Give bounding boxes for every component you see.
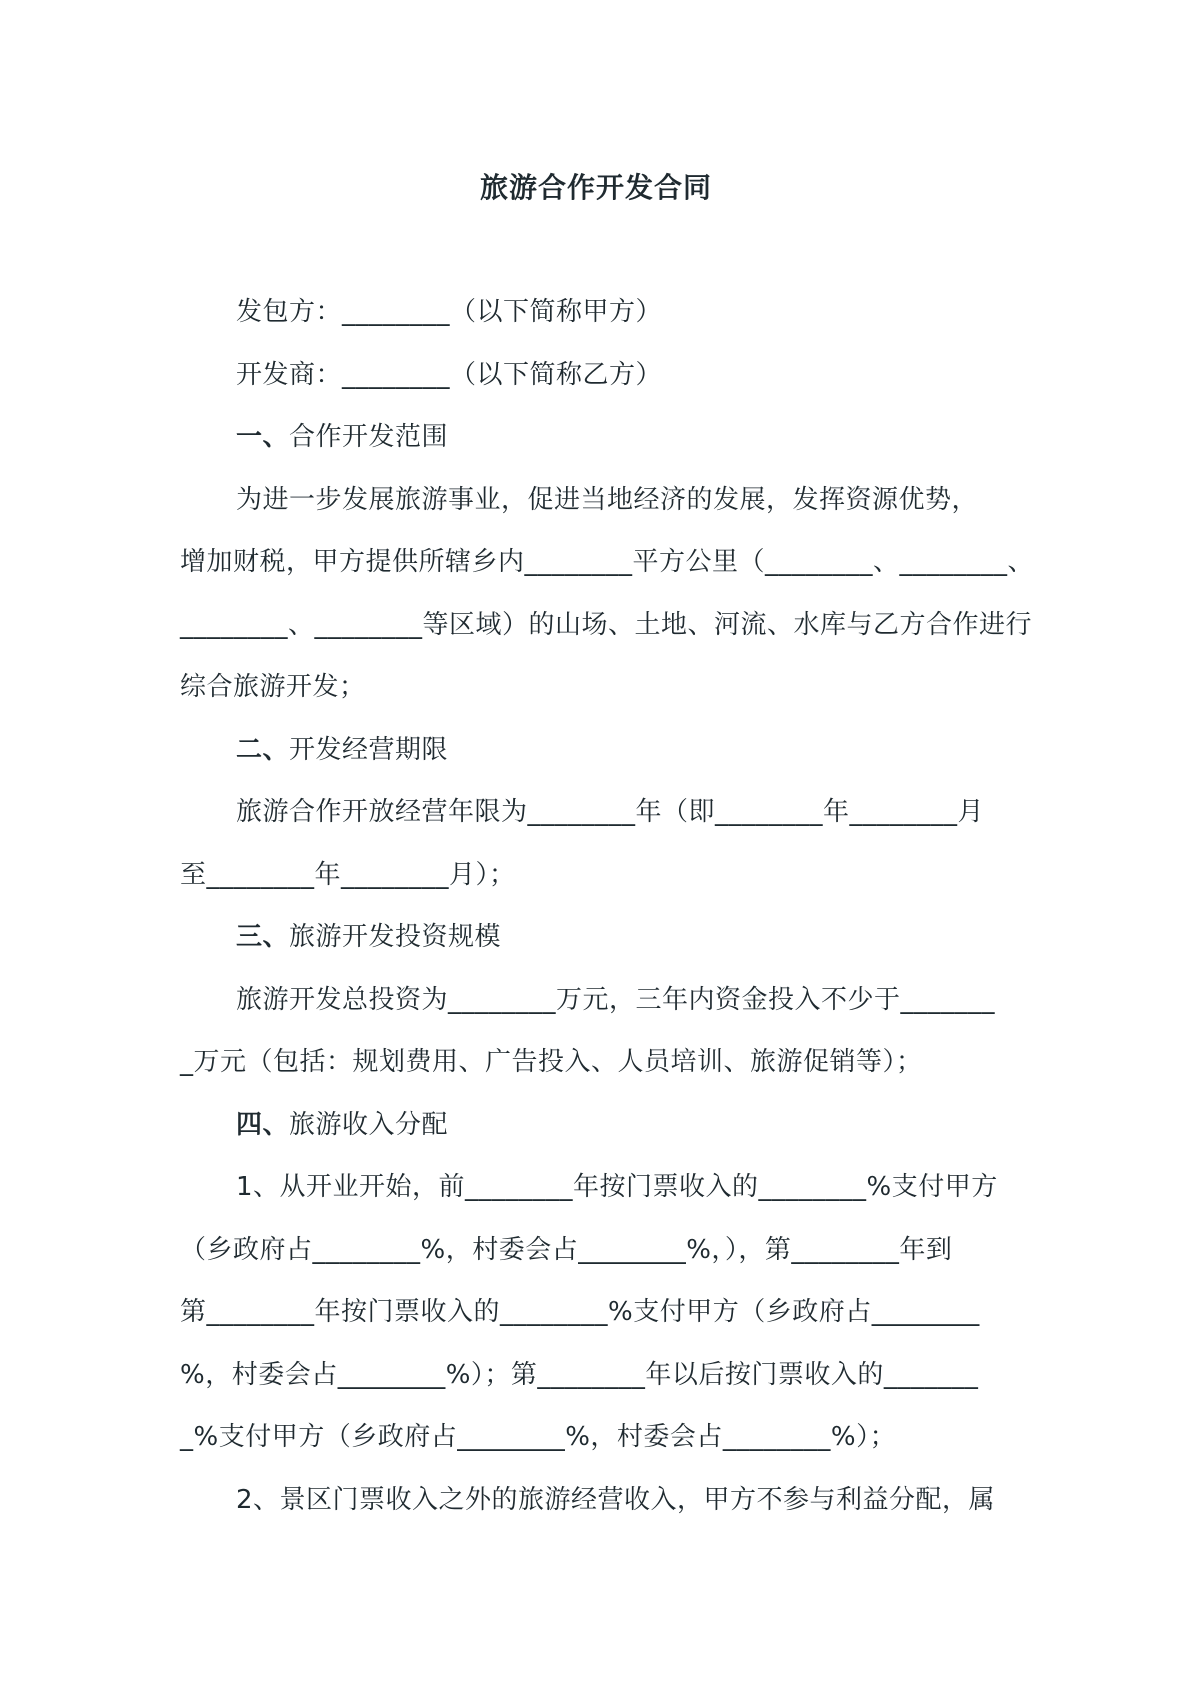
section-heading-4: 四、旅游收入分配 <box>236 1109 449 1140</box>
paragraph-line: 综合旅游开发； <box>180 672 366 702</box>
party-b-line: 开发商：________（以下简称乙方） <box>236 359 663 390</box>
paragraph-line: 旅游合作开放经营年限为________年（即________年________月 <box>236 797 985 827</box>
paragraph-line: %，村委会占________%）；第________年以后按门票收入的_______ <box>180 1359 979 1390</box>
paragraph-line: 1、从开业开始，前________年按门票收入的________%支付甲方 <box>236 1172 998 1202</box>
section-number: 一、 <box>236 422 290 452</box>
document-body <box>180 292 1035 1542</box>
paragraph-line: _万元（包括：规划费用、广告投入、人员培训、旅游促销等）； <box>180 1047 923 1077</box>
paragraph-line: ________、________等区域）的山场、土地、河流、水库与乙方合作进行 <box>180 609 1033 640</box>
paragraph-line: _%支付甲方（乡政府占________%，村委会占________%）； <box>180 1422 897 1452</box>
paragraph-line: 增加财税，甲方提供所辖乡内________平方公里（________、________、 <box>180 547 1035 577</box>
paragraph-line: 至________年________月）； <box>180 859 516 890</box>
paragraph-line: 第________年按门票收入的________%支付甲方（乡政府占________ <box>180 1297 980 1327</box>
paragraph-line: （乡政府占________%，村委会占________%，），第________年到 <box>180 1234 953 1265</box>
party-a-line: 发包方：________（以下简称甲方） <box>236 297 663 327</box>
section-number: 二、 <box>236 734 290 765</box>
document-title: 旅游合作开发合同 <box>479 171 712 204</box>
section-number: 三、 <box>236 922 290 952</box>
paragraph-line: 为进一步发展旅游事业，促进当地经济的发展，发挥资源优势， <box>236 484 979 515</box>
paragraph-line: 旅游开发总投资为________万元，三年内资金投入不少于_______ <box>236 984 996 1015</box>
section-number: 四、 <box>236 1109 290 1140</box>
section-heading-1: 一、合作开发范围 <box>236 422 449 452</box>
section-heading-2: 二、开发经营期限 <box>236 734 449 765</box>
section-heading-3: 三、旅游开发投资规模 <box>236 922 502 952</box>
paragraph-line: 2、景区门票收入之外的旅游经营收入，甲方不参与利益分配，属 <box>236 1484 996 1515</box>
